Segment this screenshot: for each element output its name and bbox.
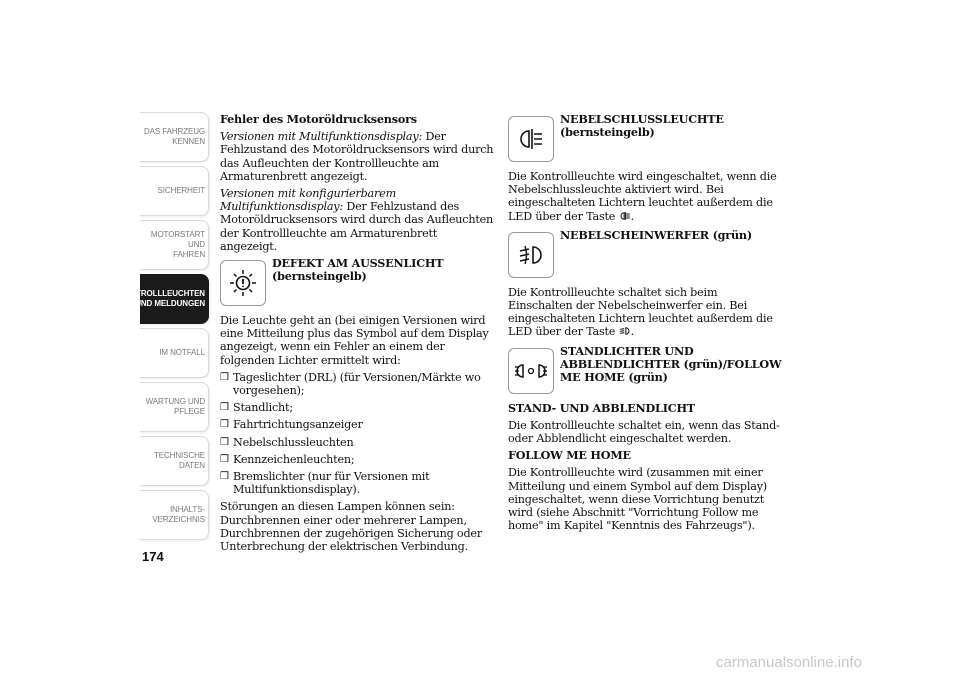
tab-kontrollleuchten-und-meldungen[interactable]: KONTROLLLEUCHTEN UND MELDUNGEN	[140, 274, 209, 324]
paragraph-multifunktionsdisplay: Versionen mit Multifunktionsdisplay: Der Fehlzustand des Motoröldrucksensors wird durch das Aufleuchten der Kontrollleuchte am Armaturenbrett angezeigt.	[220, 130, 494, 183]
paragraph-nebelschluss: Die Kontrollleuchte wird eingeschaltet, wenn die Nebelschlussleuchte aktiviert wird. Bei eingeschalteten Lichtern leuchtet außerdem die LED über der Taste .	[508, 170, 783, 225]
exterior-light-failure-icon	[220, 260, 266, 306]
left-column	[220, 113, 495, 557]
front-fog-light-icon	[508, 232, 554, 278]
warning-title: DEFEKT AM AUSSENLICHT (bernsteingelb)	[272, 256, 444, 284]
front-fog-button-icon	[619, 325, 631, 340]
list-item: ❒ Tageslichter (DRL) (für Versionen/Märkte wo vorgesehen);	[220, 371, 495, 397]
list-item: ❒ Standlicht;	[220, 401, 495, 414]
subheading-stand-abblendlicht: STAND- UND ABBLENDLICHT	[508, 400, 695, 415]
light-list	[220, 371, 495, 497]
list-item: ❒ Fahrtrichtungsanzeiger	[220, 418, 495, 431]
paragraph-nebelscheinwerfer: Die Kontrollleuchte schaltet sich beim Einschalten der Nebelscheinwerfer ein. Bei eingeschalteten Lichtern leuchtet außerdem die LED über der Taste .	[508, 286, 783, 341]
tab-inhaltsverzeichnis[interactable]: INHALTS- VERZEICHNIS	[140, 490, 209, 540]
rear-fog-button-icon	[619, 210, 631, 225]
rear-fog-light-icon	[508, 116, 554, 162]
right-column	[508, 113, 783, 536]
warning-title: NEBELSCHLUSSLEUCHTE (bernsteingelb)	[560, 112, 724, 140]
tab-wartung-und-pflege[interactable]: WARTUNG UND PFLEGE	[140, 382, 209, 432]
warning-exterior-light	[220, 257, 495, 306]
section-heading: Fehler des Motoröldrucksensors	[220, 112, 417, 126]
warning-title: STANDLICHTER UND ABBLENDLICHTER (grün)/FOLLOW ME HOME (grün)	[560, 343, 782, 385]
paragraph-stoerungen: Störungen an diesen Lampen können sein: Durchbrennen einer oder mehrerer Lampen, Durchbrennen der zugehörigen Sicherung oder Unterbrechung der elektrischen Verbindung.	[220, 500, 482, 554]
watermark: carmanualsonline.info	[716, 654, 862, 671]
tab-das-fahrzeug-kennen[interactable]: DAS FAHRZEUG KENNEN	[140, 112, 209, 162]
list-item: ❒ Kennzeichenleuchten;	[220, 453, 495, 466]
tab-im-notfall[interactable]: IM NOTFALL	[140, 328, 209, 378]
warning-title: NEBELSCHEINWERFER (grün)	[560, 227, 752, 242]
page-number: 174	[142, 549, 164, 564]
paragraph-follow-me-home: Die Kontrollleuchte wird (zusammen mit einer Mitteilung und einem Symbol auf dem Display) eingeschaltet, wenn diese Vorrichtung benutzt wird (siehe Abschnitt "Vorrichtung Follow me home" im Kapitel "Kenntnis des Fahrzeugs").	[508, 466, 767, 533]
warning-rear-fog	[508, 113, 783, 162]
tab-motorstart-und-fahren[interactable]: MOTORSTART UND FAHREN	[140, 220, 209, 270]
warning-position-lights	[508, 345, 783, 394]
list-item: ❒ Bremslichter (nur für Versionen mit Multifunktionsdisplay).	[220, 470, 495, 496]
subheading-follow-me-home: FOLLOW ME HOME	[508, 448, 631, 463]
list-item: ❒ Nebelschlussleuchten	[220, 436, 495, 449]
tab-sicherheit[interactable]: SICHERHEIT	[140, 166, 209, 216]
paragraph-leuchte: Die Leuchte geht an (bei einigen Versionen wird eine Mitteilung plus das Symbol auf dem Display angezeigt, wenn ein Fehler an einem der folgenden Lichter ermittelt wird:	[220, 314, 489, 367]
paragraph-stand-abblendlicht: Die Kontrollleuchte schaltet ein, wenn das Stand- oder Abblendlicht eingeschaltet werden.	[508, 418, 780, 446]
paragraph-konfigurierbar: Versionen mit konfigurierbarem Multifunktionsdisplay: Der Fehlzustand des Motoröldrucksensors wird durch das Aufleuchten der Kontrollleuchte am Armaturenbrett angezeigt.	[220, 187, 494, 253]
tab-technische-daten[interactable]: TECHNISCHE DATEN	[140, 436, 209, 486]
warning-front-fog	[508, 229, 783, 278]
position-lights-icon	[508, 348, 554, 394]
